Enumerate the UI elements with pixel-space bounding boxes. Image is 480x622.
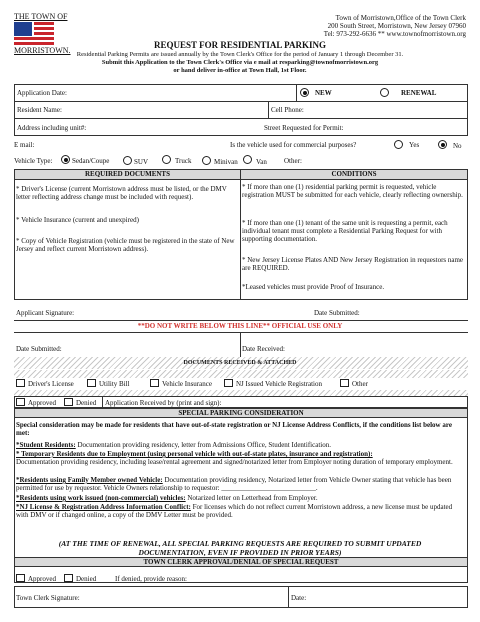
drivers-license-label: Driver's License [28, 380, 74, 388]
email-label: E mail: [14, 141, 35, 149]
sedan-radio[interactable] [61, 155, 70, 164]
employment-label: * Temporary Residents due to Employment (using personal vehicle with out-of-state plates, insurance and registration): [16, 450, 373, 458]
intro-line3: or hand deliver in-office at Town Hall, 1st Floor. [173, 67, 307, 74]
condition-3: * New Jersey License Plates AND New Jersey Registration in requestors name are REQUIRED. [242, 256, 464, 272]
family-label: *Residents using Family Member owned Vehicle: [16, 476, 163, 484]
commercial-no-radio[interactable] [438, 140, 447, 149]
minivan-label: Minivan [214, 158, 238, 166]
nj-label: *NJ License & Registration Address Information Conflict: [16, 503, 191, 511]
vehicle-type-label: Vehicle Type: [14, 157, 53, 165]
applicant-signature-label: Applicant Signature: [16, 309, 75, 317]
vehicle-insurance-checkbox[interactable] [150, 379, 159, 387]
office-date-submitted: Date Submitted: [16, 345, 62, 353]
drivers-license-checkbox[interactable] [16, 379, 25, 387]
renewal-label: RENEWAL [401, 89, 437, 97]
clerk-approved-checkbox[interactable] [16, 574, 25, 582]
students-text: Documentation providing residency, letter from Admissions Office, Student Identification. [75, 441, 331, 449]
family-text: Documentation providing residency, Notarized letter from Vehicle Owner stating that vehicle has been permitted for use by requestor. Vehicle Owners relationship to requestor: ___________________________. [16, 476, 452, 492]
office-approved-label: Approved [28, 399, 56, 407]
van-radio[interactable] [243, 155, 252, 164]
resident-name-label: Resident Name: [17, 106, 62, 114]
intro-line1: Residential Parking Permits are issued annually by the Town Clerk's Office for the period of January 1 through December 31. [76, 51, 404, 58]
condition-1: * If more than one (1) residential parking permit is requested, vehicle registration MUST be submitted for each vehicle, clearly reflecting ownership. [242, 183, 463, 199]
commercial-yes-label: Yes [409, 141, 420, 149]
required-docs-heading: REQUIRED DOCUMENTS [15, 170, 240, 179]
sedan-label: Sedan/Coupe [72, 157, 110, 165]
office-line1: Town of Morristown,Office of the Town Clerk [335, 14, 466, 22]
nj-text: For licenses which do not reflect current Morristown address, a new license must be updated with DMV or if changed online, a copy of the DMV Letter must be provided. [16, 503, 453, 519]
work-label: *Residents using work issued (non-commercial) vehicles: [16, 494, 186, 502]
other-doc-label: Other [352, 380, 368, 388]
required-doc-2: * Vehicle Insurance (current and unexpired) [16, 216, 139, 224]
address-label: Address including unit#: [17, 124, 87, 132]
suv-label: SUV [134, 158, 149, 166]
official-use-warning: **DO NOT WRITE BELOW THIS LINE** OFFICIAL USE ONLY [137, 322, 343, 330]
special-intro: Special consideration may be made for residents that have out-of-state registration or NJ License Address Conflicts, if the conditions list below are met: [16, 421, 452, 437]
commercial-question: Is the vehicle used for commercial purposes? [230, 141, 357, 149]
new-radio[interactable] [300, 88, 309, 97]
suv-radio[interactable] [123, 156, 132, 165]
application-date-label: Application Date: [17, 89, 67, 97]
office-line3: Tel: 973-292-6636 ** www.townofmorristown.org [323, 30, 466, 38]
commercial-no-label: No [453, 142, 462, 150]
required-doc-3: * Copy of Vehicle Registration (vehicle must be registered in the state of New Jersey and reflect current Morristown address). [16, 237, 235, 253]
clerk-date-label: Date: [291, 594, 307, 602]
intro-line2: Submit this Application to the Town Clerk's Office via e mail at resparking@townofmorristown.org [101, 59, 379, 66]
nj-registration-label: NJ Issued Vehicle Registration [236, 380, 322, 388]
utility-bill-checkbox[interactable] [87, 379, 96, 387]
office-address [226, 14, 466, 38]
if-denied-label: If denied, provide reason: [115, 575, 187, 583]
utility-bill-label: Utility Bill [99, 380, 130, 388]
office-line2: 200 South Street, Morristown, New Jersey 07960 [327, 22, 466, 30]
page-title: REQUEST FOR RESIDENTIAL PARKING [154, 40, 326, 50]
docs-received-heading: DOCUMENTS RECEIVED & ATTACHED [183, 360, 297, 366]
condition-2: * If more than one (1) tenant of the same unit is requesting a permit, each individual tenant must complete a Residential Parking Request for with supporting documentation. [242, 219, 448, 243]
clerk-signature-label: Town Clerk Signature: [16, 594, 80, 602]
condition-4: *Leased vehicles must provide Proof of Insurance. [242, 283, 385, 291]
employment-text: Documentation providing residency, including lease/rental agreement and signed/notarized letter from Employer noting duration of temporary employment. [16, 458, 453, 466]
office-date-received: Date Received: [242, 345, 285, 353]
new-label: NEW [315, 89, 332, 97]
approval-heading: TOWN CLERK APPROVAL/DENIAL OF SPECIAL REQUEST [14, 557, 468, 567]
logo-line2: MORRISTOWN. [14, 46, 71, 55]
office-denied-checkbox[interactable] [64, 398, 73, 406]
special-nj [16, 503, 466, 519]
other-label: Other: [284, 157, 302, 165]
nj-registration-checkbox[interactable] [224, 379, 233, 387]
clerk-denied-label: Denied [76, 575, 97, 583]
date-submitted-label: Date Submitted: [314, 309, 360, 317]
renewal-radio[interactable] [380, 88, 389, 97]
special-family [16, 476, 466, 492]
renewal-note: (AT THE TIME OF RENEWAL, ALL SPECIAL PARKING REQUESTS ARE REQUIRED TO SUBMIT UPDATED DOCUMENTATION, EVEN IF PROVIDED IN PRIOR YEARS) [58, 539, 422, 557]
clerk-denied-checkbox[interactable] [64, 574, 73, 582]
street-requested-label: Street Requested for Permit: [264, 124, 344, 132]
special-work [16, 494, 466, 502]
office-denied-label: Denied [76, 399, 97, 407]
special-students [16, 441, 466, 449]
special-heading: SPECIAL PARKING CONSIDERATION [14, 408, 468, 418]
truck-label: Truck [175, 157, 192, 165]
commercial-yes-radio[interactable] [394, 140, 403, 149]
work-text: Notarized letter on Letterhead from Employer. [185, 494, 318, 502]
required-doc-1: * Driver's License (current Morristown address must be listed, or the DMV letter reflecting address change must be included with request). [16, 185, 227, 201]
van-label: Van [256, 158, 267, 166]
vehicle-insurance-label: Vehicle Insurance [162, 380, 212, 388]
students-label: *Student Residents: [16, 441, 76, 449]
office-approved-checkbox[interactable] [16, 398, 25, 406]
cell-phone-label: Cell Phone: [271, 106, 304, 114]
other-doc-checkbox[interactable] [340, 379, 349, 387]
minivan-radio[interactable] [202, 156, 211, 165]
received-by-label: Application Received by (print and sign): [105, 399, 222, 407]
clerk-approved-label: Approved [28, 575, 56, 583]
clerk-signature-row [14, 586, 468, 608]
conditions-heading: CONDITIONS [241, 170, 467, 179]
docs-received-pattern [14, 370, 468, 378]
special-employment [16, 450, 466, 466]
truck-radio[interactable] [162, 155, 171, 164]
logo-line1: THE TOWN OF [14, 12, 68, 21]
